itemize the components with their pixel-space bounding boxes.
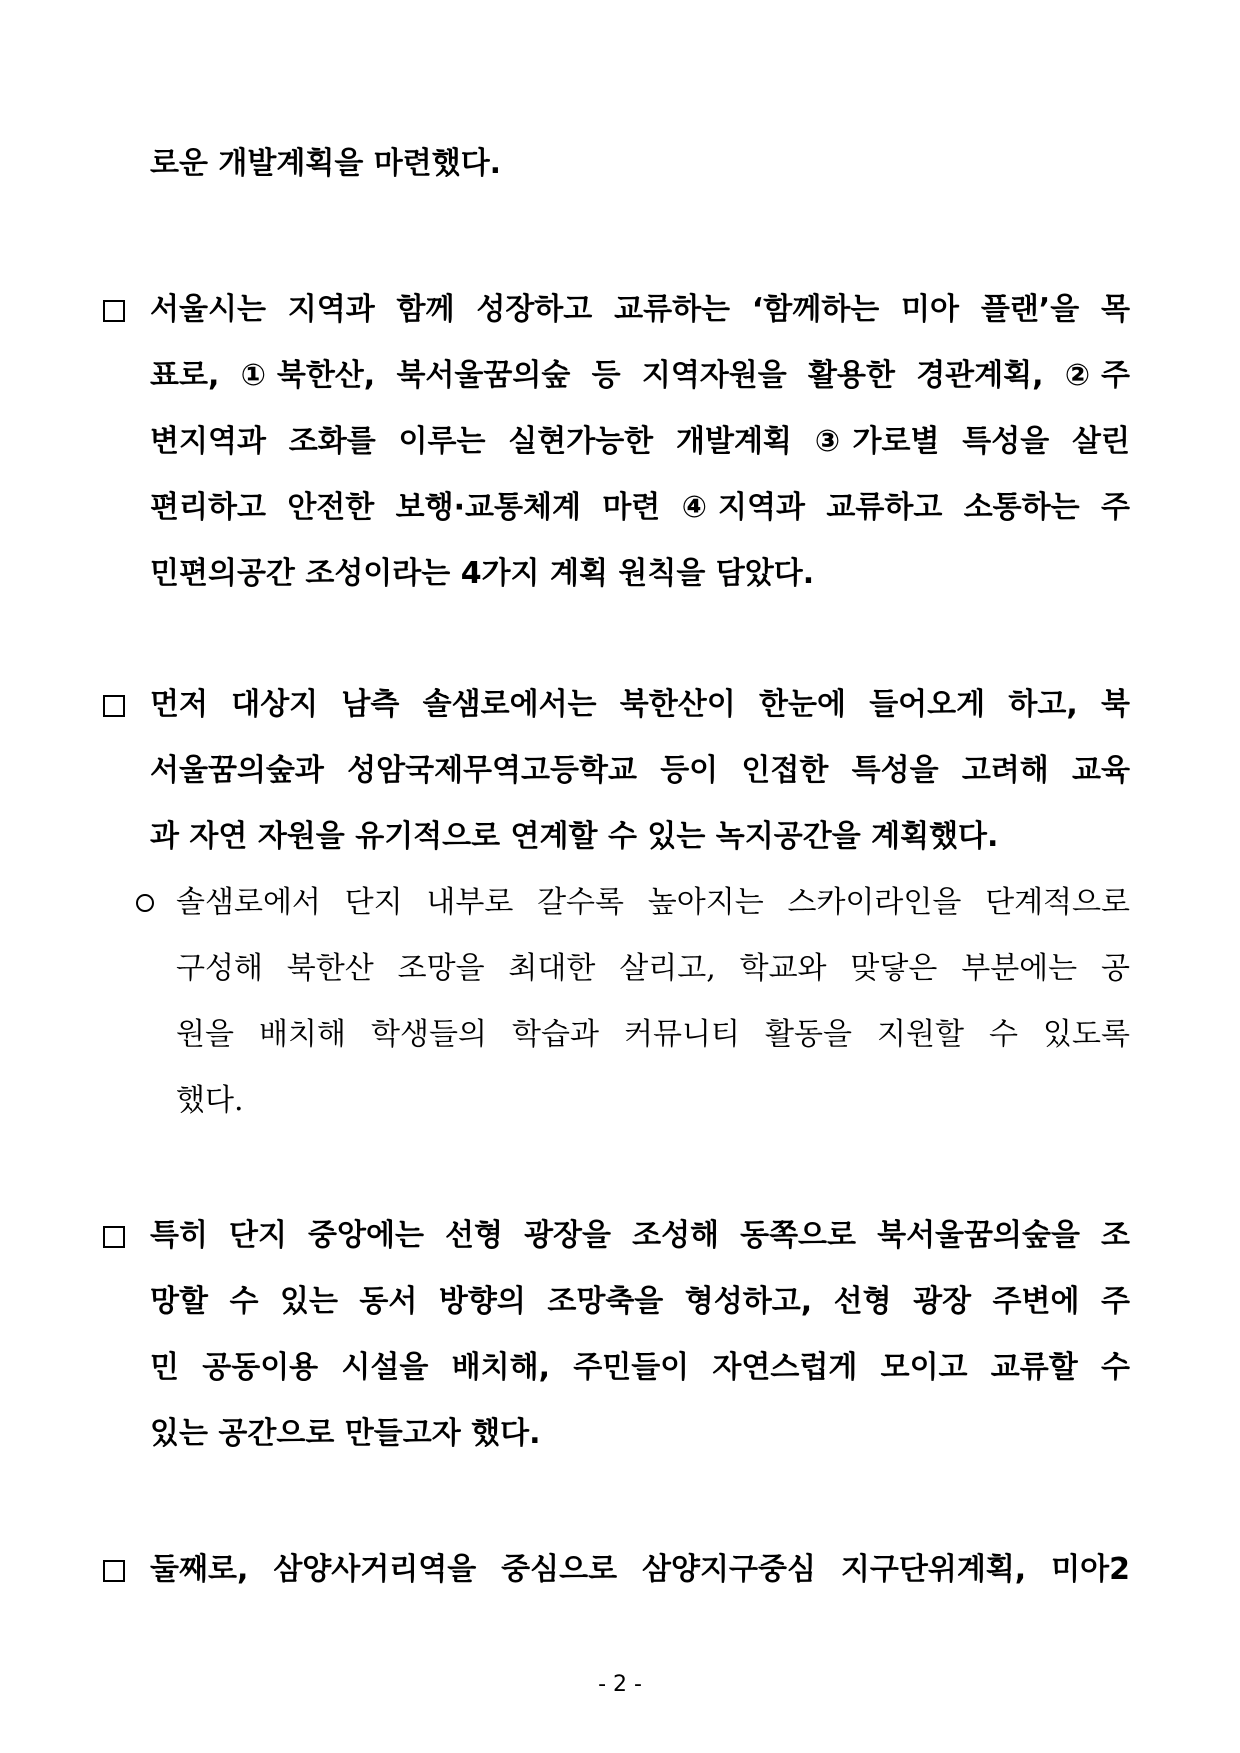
sub-bullet-line-4: 했다. <box>176 1083 244 1118</box>
paragraph-1-line-5: 민편의공간 조성이라는 4가지 계획 원칙을 담았다. <box>150 556 815 591</box>
sub-bullet-line-3: 원을 배치해 학생들의 학습과 커뮤니티 활동을 지원할 수 있도록 <box>176 1017 1130 1052</box>
paragraph-3-line-3: 민 공동이용 시설을 배치해, 주민들이 자연스럽게 모이고 교류할 수 <box>150 1350 1130 1385</box>
paragraph-4-line-1: 둘째로, 삼양사거리역을 중심으로 삼양지구중심 지구단위계획, 미아2 <box>150 1552 1130 1587</box>
paragraph-2-line-2: 서울꿈의숲과 성암국제무역고등학교 등이 인접한 특성을 고려해 교육 <box>150 753 1130 788</box>
paragraph-2-line-1: 먼저 대상지 남측 솔샘로에서는 북한산이 한눈에 들어오게 하고, 북 <box>150 687 1130 722</box>
sub-bullet-line-1: 솔샘로에서 단지 내부로 갈수록 높아지는 스카이라인을 단계적으로 <box>176 885 1130 920</box>
paragraph-3-line-4: 있는 공간으로 만들고자 했다. <box>150 1416 541 1451</box>
checkbox-bullet-icon <box>103 695 125 717</box>
checkbox-bullet-icon <box>103 300 125 322</box>
paragraph-1-line-2: 표로, ①북한산, 북서울꿈의숲 등 지역자원을 활용한 경관계획, ②주 <box>150 358 1130 393</box>
paragraph-1-line-3: 변지역과 조화를 이루는 실현가능한 개발계획 ③가로별 특성을 살린 <box>150 424 1130 459</box>
paragraph-2-line-3: 과 자연 자원을 유기적으로 연계할 수 있는 녹지공간을 계획했다. <box>150 819 999 854</box>
circle-bullet-icon <box>136 894 154 912</box>
checkbox-bullet-icon <box>103 1226 125 1248</box>
paragraph-1-line-4: 편리하고 안전한 보행·교통체계 마련 ④지역과 교류하고 소통하는 주 <box>150 490 1130 525</box>
paragraph-3-line-1: 특히 단지 중앙에는 선형 광장을 조성해 동쪽으로 북서울꿈의숲을 조 <box>150 1218 1130 1253</box>
intro-line: 로운 개발계획을 마련했다. <box>150 146 502 181</box>
paragraph-1-line-1: 서울시는 지역과 함께 성장하고 교류하는 ‘함께하는 미아 플랜’을 목 <box>150 292 1130 327</box>
checkbox-bullet-icon <box>103 1560 125 1582</box>
sub-bullet-line-2: 구성해 북한산 조망을 최대한 살리고, 학교와 맞닿은 부분에는 공 <box>176 951 1130 986</box>
paragraph-3-line-2: 망할 수 있는 동서 방향의 조망축을 형성하고, 선형 광장 주변에 주 <box>150 1284 1130 1319</box>
page-number: - 2 - <box>598 1672 642 1697</box>
